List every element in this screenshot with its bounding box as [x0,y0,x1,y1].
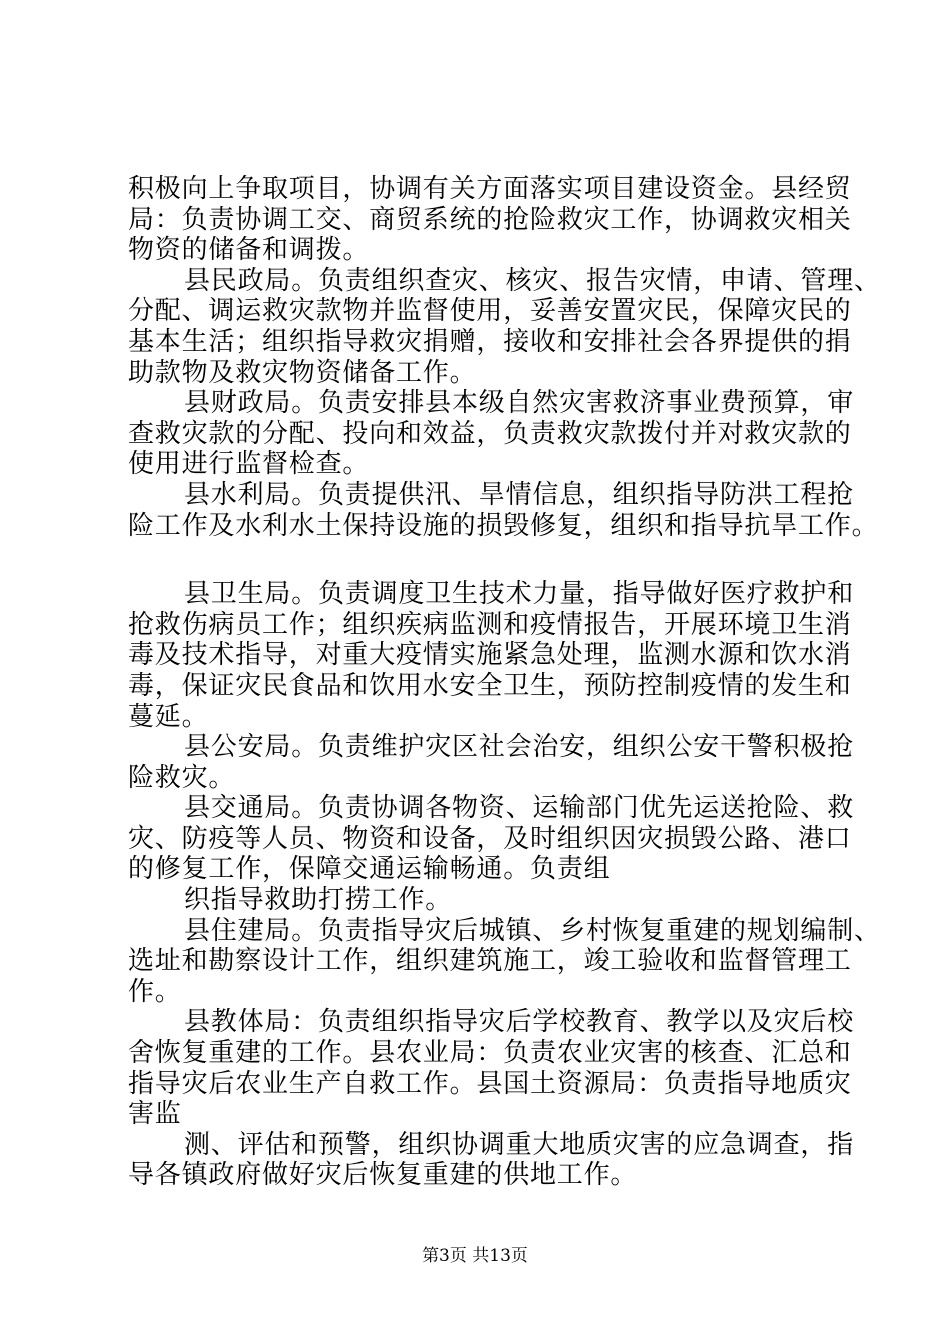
text-line: 县公安局。负责维护灾区社会治安，组织公安干警积极抢 [184,732,855,763]
text-line: 查救灾款的分配、投向和效益，负责救灾款拨付并对救灾款的 [128,418,852,449]
text-line: 险工作及水利水土保持设施的损毁修复，组织和指导抗旱工作。 [128,510,879,541]
text-line: 助款物及救灾物资储备工作。 [128,357,477,388]
text-line: 局：负责协调工交、商贸系统的抢险救灾工作，协调救灾相关 [128,204,852,235]
text-line: 导各镇政府做好灾后恢复重建的供地工作。 [128,1160,638,1191]
text-line: 害监 [128,1099,182,1130]
text-line: 县教体局：负责组织指导灾后学校教育、教学以及灾后校 [184,1007,855,1038]
text-line: 舍恢复重建的工作。县农业局：负责农业灾害的核查、汇总和 [128,1038,852,1069]
text-line: 灾、防疫等人员、物资和设备，及时组织因灾损毁公路、港口 [128,823,852,854]
text-line: 织指导救助打捞工作。 [184,885,453,916]
text-line: 积极向上争取项目，协调有关方面落实项目建设资金。县经贸 [128,174,852,204]
text-line: 作。 [128,976,182,1007]
text-line: 分配、调运救灾款物并监督使用，妥善安置灾民，保障灾民的 [128,296,852,327]
text-line: 使用进行监督检查。 [128,449,370,480]
text-line: 蔓延。 [128,701,209,732]
text-line: 险救灾。 [128,762,236,793]
text-line: 县交通局。负责协调各物资、运输部门优先运送抢险、救 [184,793,855,824]
document-body [128,174,881,1191]
text-line: 县卫生局。负责调度卫生技术力量，指导做好医疗救护和 [184,579,855,610]
paragraph-gap [128,541,832,579]
page-number: 第3页 共13页 [422,1246,528,1266]
text-line: 基本生活；组织指导救灾捐赠，接收和安排社会各界提供的捐 [128,326,852,357]
text-line: 选址和勘察设计工作，组织建筑施工，竣工验收和监督管理工 [128,946,852,977]
text-line: 抢救伤病员工作；组织疾病监测和疫情报告，开展环境卫生消 [128,609,852,640]
text-line: 测、评估和预警，组织协调重大地质灾害的应急调查，指 [184,1129,855,1160]
text-line: 毒及技术指导，对重大疫情实施紧急处理，监测水源和饮水消 [128,640,852,671]
text-line: 县民政局。负责组织查灾、核灾、报告灾情，申请、管理、 [184,265,881,296]
text-line: 指导灾后农业生产自救工作。县国土资源局：负责指导地质灾 [128,1068,852,1099]
text-line: 县水利局。负责提供汛、旱情信息，组织指导防洪工程抢 [184,479,855,510]
text-line: 县住建局。负责指导灾后城镇、乡村恢复重建的规划编制、 [184,915,881,946]
text-line: 物资的储备和调拨。 [128,235,370,266]
text-line: 的修复工作，保障交通运输畅通。负责组 [128,854,611,885]
text-line: 县财政局。负责安排县本级自然灾害救济事业费预算，审 [184,388,855,419]
text-line: 毒，保证灾民食品和饮用水安全卫生，预防控制疫情的发生和 [128,670,852,701]
